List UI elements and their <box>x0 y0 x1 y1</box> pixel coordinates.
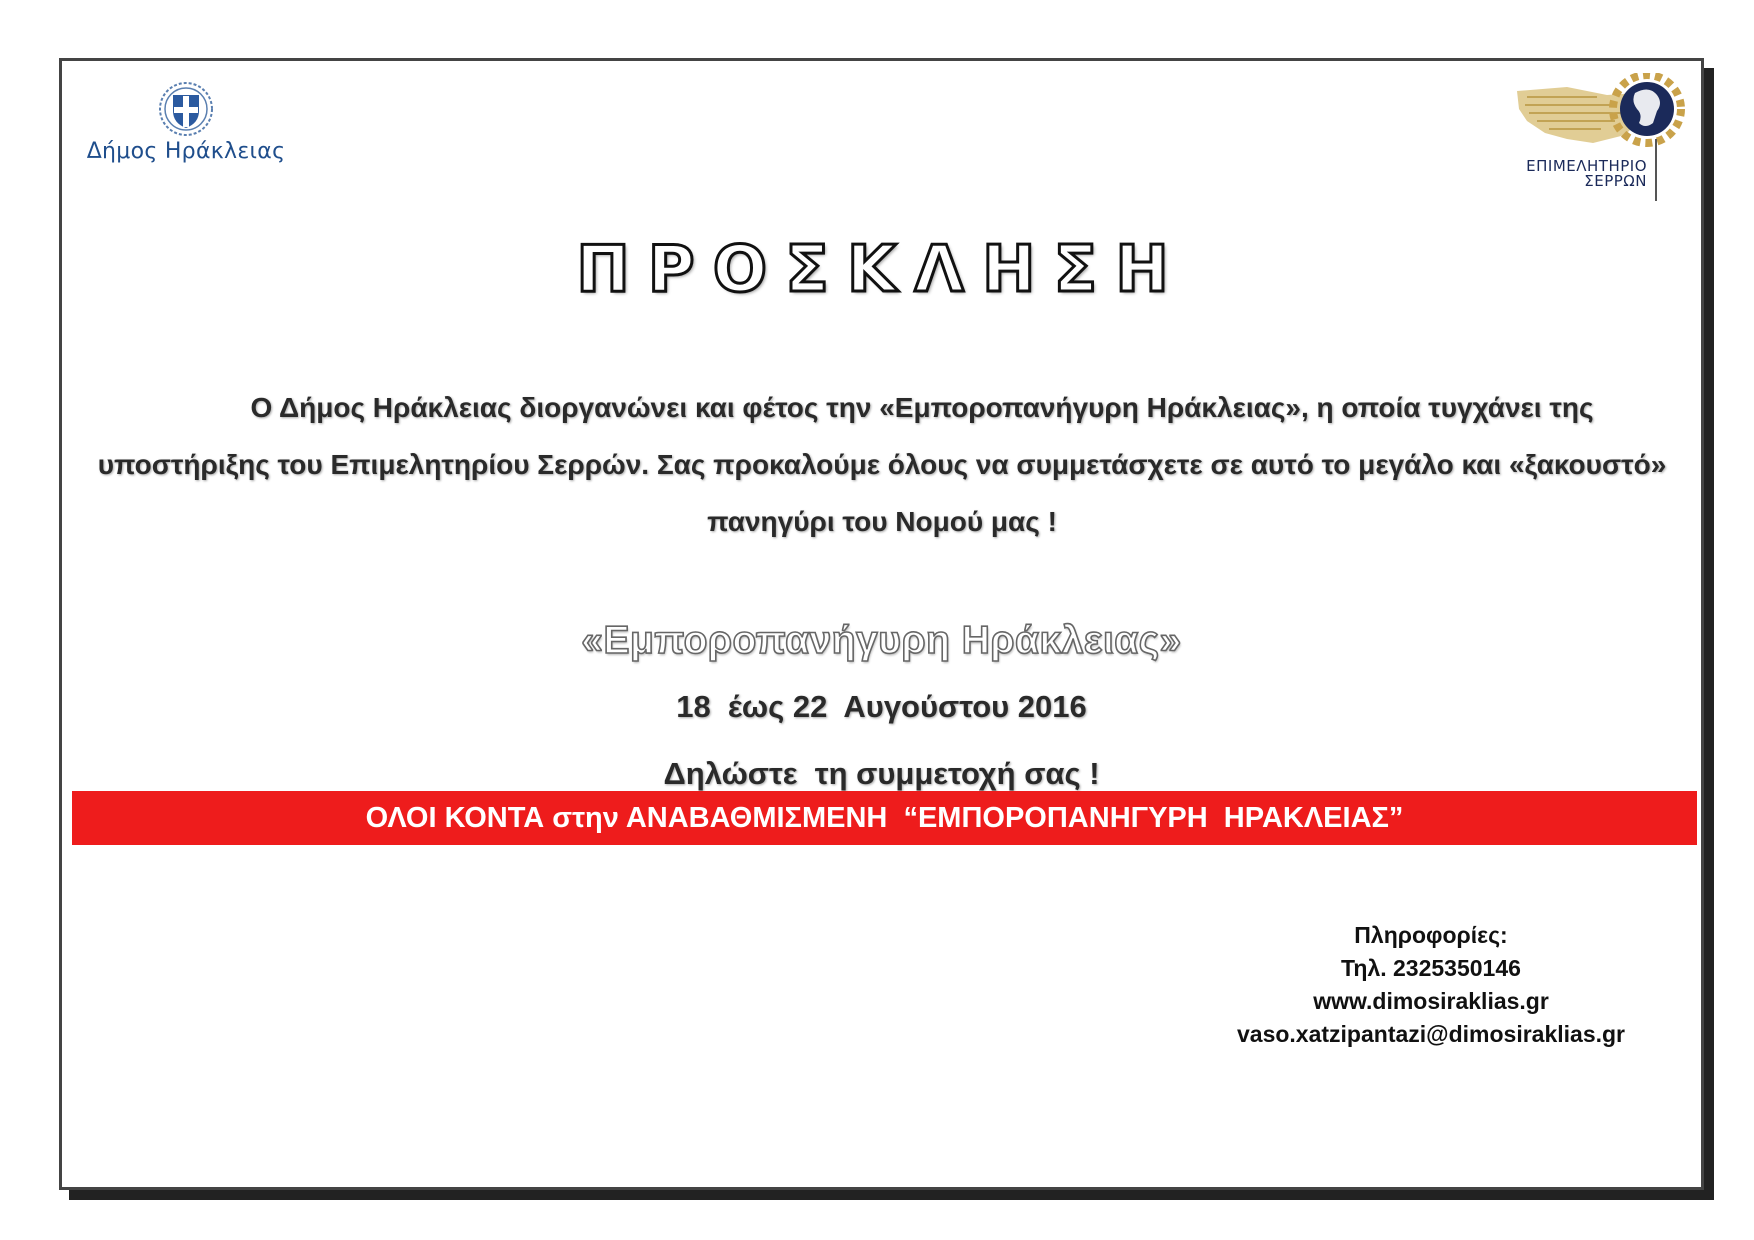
municipality-name: Δήμος Ηράκλειας <box>86 139 286 164</box>
chamber-name-line1: ΕΠΙΜΕΛΗΤΗΡΙΟ <box>1526 157 1647 175</box>
intro-paragraph <box>92 379 1672 550</box>
chamber-logo <box>1497 73 1687 213</box>
chamber-name <box>1507 159 1647 189</box>
invitation-card <box>59 58 1704 1190</box>
chamber-of-commerce-hermes-icon <box>1497 73 1687 163</box>
intro-text: Ο Δήμος Ηράκλειας διοργανώνει και φέτος την «Εμποροπανήγυρη Ηράκλειας», η οποία τυγχάνει της υποστήριξης του Επιμελητηρίου Σερρών. Σας προκαλούμε όλους να συμμετάσχετε σε αυτό το μεγάλο και «ξακουστό» πανηγύρι του Νομού μας ! <box>97 392 1667 537</box>
contact-label: Πληροφορίες: <box>1354 922 1508 948</box>
contact-website: www.dimosiraklias.gr <box>1313 988 1549 1014</box>
call-to-action: Δηλώστε τη συμμετοχή σας ! <box>663 756 1100 791</box>
municipality-logo <box>76 81 296 164</box>
fair-name: «Εμποροπανήγυρη Ηράκλειας» <box>581 619 1182 662</box>
chamber-name-line2: ΣΕΡΡΩΝ <box>1584 172 1647 190</box>
contact-info <box>1221 919 1641 1051</box>
divider <box>1655 139 1657 201</box>
contact-phone: Τηλ. 2325350146 <box>1341 955 1521 981</box>
invitation-title: ΠΡΟΣΚΛΗΣΗ <box>576 233 1187 307</box>
event-dates: 18 έως 22 Αυγούστου 2016 <box>676 689 1087 724</box>
greek-coat-of-arms-icon <box>158 81 214 137</box>
contact-email: vaso.xatzipantazi@dimosiraklias.gr <box>1236 1021 1625 1047</box>
promo-banner: ΟΛΟΙ ΚΟΝΤΑ στην ΑΝΑΒΑΘΜΙΣΜΕΝΗ “ΕΜΠΟΡΟΠΑΝΗΓΥΡΗ ΗΡΑΚΛΕΙΑΣ” <box>72 791 1697 845</box>
